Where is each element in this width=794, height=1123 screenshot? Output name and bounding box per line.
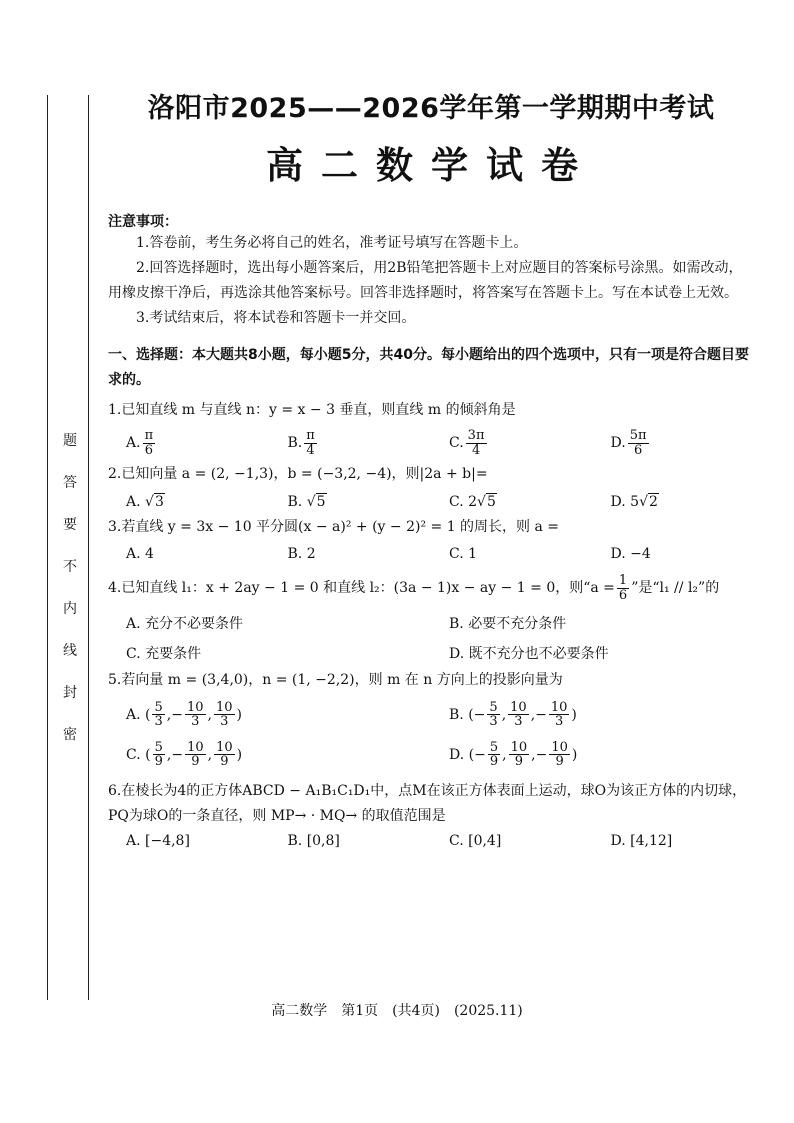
fraction: [214, 701, 235, 729]
option-label: D.: [449, 746, 465, 763]
option-label: C.: [449, 493, 464, 510]
fraction: [488, 741, 500, 769]
binding-char: 封: [63, 685, 77, 701]
notice-item: 2.回答选择题时，选出每小题答案后，用2B铅笔把答题卡上对应题目的答案标号涂黑。如需改动，用橡皮擦干净后，再选涂其他答案标号。回答非选择题时，将答案写在答题卡上。写在本试卷上无效。: [108, 260, 743, 301]
option-c: C. 2 √ 5: [449, 493, 496, 511]
binding-line-left: [47, 95, 48, 1000]
sign: −: [473, 706, 486, 723]
fraction: [487, 701, 499, 729]
option-d: D. [4,12]: [610, 833, 673, 850]
binding-char: 答: [63, 475, 77, 491]
option-b: B. √ 5: [287, 493, 326, 511]
option-label: B.: [449, 706, 464, 723]
question-stem: 5.若向量 m = (3,4,0)，n = (1, −2,2)，则 m 在 n 方向上的投影向量为: [108, 671, 563, 688]
option-c: C. 1: [449, 546, 478, 563]
numerator: π: [306, 428, 315, 443]
numerator: 3π: [467, 428, 485, 443]
option-label: C.: [126, 746, 141, 763]
fraction: [214, 741, 235, 769]
option-d: D. ( − $\frac{5}{9}$ , $\frac{10}{9}$ , − $\frac{10}{9}$ ): [449, 739, 578, 770]
question-1: [108, 399, 754, 421]
sign: −: [535, 746, 548, 763]
sign: −: [171, 706, 183, 723]
binding-char: 题: [63, 433, 77, 449]
denominator: 6: [144, 442, 153, 458]
question-stem-tail: ”是“l₁ // l₂”的: [631, 580, 720, 597]
option-label: D.: [610, 493, 626, 510]
question-stem: 3.若直线 y = 3x − 10 平分圆(x − a)² + (y − 2)² = 1 的周长，则 a =: [108, 519, 560, 536]
denominator: 3: [154, 714, 163, 730]
radicand: 2: [648, 494, 658, 511]
denominator: 9: [191, 754, 200, 770]
numerator: 5: [154, 699, 163, 715]
denominator: 9: [220, 754, 229, 770]
fraction: [152, 701, 164, 729]
numerator: 5: [489, 699, 498, 715]
notice-item: 1.答卷前，考生务必将自己的姓名，准考证号填写在答题卡上。: [136, 235, 528, 251]
numerator: 5: [489, 739, 499, 755]
notice-heading: 注意事项：: [108, 214, 178, 230]
fraction: [304, 429, 317, 457]
numerator: 10: [187, 739, 204, 755]
numerator: 1: [618, 573, 628, 589]
denominator: 3: [220, 714, 229, 730]
denominator: 6: [633, 442, 643, 458]
question-5-options-row2: [108, 741, 754, 769]
denominator: 4: [471, 442, 481, 458]
denominator: 9: [514, 754, 523, 770]
option-a: A. √ 3: [126, 493, 164, 511]
binding-char: 密: [63, 727, 77, 743]
numerator: 10: [186, 699, 204, 715]
option-a: A. ( $\frac{5}{3}$ , − $\frac{10}{3}$ , $\frac{10}{3}$ ): [126, 699, 242, 730]
question-4-options-row2: [108, 643, 754, 663]
option-a: [108, 429, 270, 457]
denominator: 3: [514, 714, 523, 730]
option-label: D.: [610, 435, 626, 452]
option-label: C.: [449, 435, 464, 452]
binding-char: 内: [63, 601, 77, 617]
numerator: 10: [510, 739, 528, 755]
binding-char: 线: [63, 643, 77, 659]
binding-warning: [58, 430, 82, 744]
fraction: [185, 701, 206, 729]
question-3-options: [108, 546, 754, 562]
numerator: 10: [215, 699, 233, 715]
sign: −: [474, 746, 486, 763]
fraction: [185, 741, 206, 769]
fraction: [143, 429, 156, 457]
denominator: 3: [489, 714, 498, 730]
sign: −: [171, 746, 184, 763]
option-label: B.: [287, 493, 303, 510]
exam-title: 洛阳市2025——2026学年第一学期期中考试: [147, 93, 715, 124]
option-d: D. 既不充分也不必要条件: [449, 645, 609, 662]
numerator: π: [144, 428, 154, 443]
denominator: 3: [555, 714, 564, 730]
page-footer: 高二数学 第1页 (共4页) (2025.11): [271, 1003, 523, 1019]
question-stem: 1.已知直线 m 与直线 n：y = x − 3 垂直，则直线 m 的倾斜角是: [108, 402, 516, 418]
coefficient: 2: [468, 493, 478, 510]
option-b: B. 2: [287, 546, 316, 563]
coefficient: 5: [630, 493, 640, 510]
numerator: 10: [550, 699, 568, 715]
option-d: D. −4: [610, 546, 651, 563]
sign: −: [535, 706, 547, 723]
binding-margin: [0, 0, 94, 1123]
option-label: A.: [126, 706, 141, 723]
denominator: 3: [191, 714, 200, 730]
exam-content: [108, 86, 754, 849]
option-c: C. [0,4]: [449, 833, 502, 850]
question-4-options-row1: [108, 613, 754, 633]
binding-char: 不: [63, 559, 77, 575]
option-label: B.: [287, 435, 303, 452]
option-c: [431, 429, 593, 457]
question-5: [108, 669, 754, 691]
numerator: 10: [510, 699, 527, 715]
binding-char: 要: [63, 517, 77, 533]
question-2-options: [108, 493, 754, 510]
option-d: [593, 429, 755, 457]
fraction: [628, 429, 649, 457]
option-label: A.: [126, 493, 141, 510]
exam-subtitle: 高二数学试卷: [266, 144, 596, 187]
denominator: 9: [154, 754, 163, 770]
question-stem: 2.已知向量 a = (2, −1,3)，b = (−3,2, −4)，则|2a + b|=: [108, 466, 488, 483]
fraction: [153, 741, 165, 769]
question-5-options-row1: [108, 701, 754, 729]
numerator: 5π: [629, 428, 647, 443]
numerator: 10: [216, 739, 233, 755]
option-c: C. 充要条件: [126, 645, 202, 662]
question-stem: 6.在棱长为4的正方体ABCD − A₁B₁C₁D₁中，点M在该正方体表面上运动，球O为该正方体的内切球，PQ为球O的一条直径，则 MP→ · MQ→ 的取值范围是: [108, 783, 747, 825]
option-b: B. ( − $\frac{5}{3}$ , $\frac{10}{3}$ , − $\frac{10}{3}$ ): [449, 699, 577, 730]
radicand: 5: [486, 494, 496, 511]
fraction: [549, 741, 570, 769]
fraction: [617, 574, 629, 602]
option-b: B. 必要不充分条件: [449, 615, 567, 632]
option-label: A.: [126, 435, 141, 452]
fraction: [509, 741, 530, 769]
question-6: [108, 779, 754, 829]
radicand: 5: [316, 494, 326, 511]
radicand: 3: [154, 494, 164, 511]
option-c: C. ( $\frac{5}{9}$ , − $\frac{10}{9}$ , $\frac{10}{9}$ ): [126, 739, 243, 770]
fraction: [466, 429, 487, 457]
section-heading: 一、选择题：本大题共8小题，每小题5分，共40分。每小题给出的四个选项中，只有一项是符合题目要求的。: [108, 347, 749, 388]
numerator: 10: [551, 739, 568, 755]
numerator: 5: [154, 739, 163, 755]
question-stem: 4.已知直线 l₁：x + 2ay − 1 = 0 和直线 l₂：(3a − 1)x − ay − 1 = 0，则“a =: [108, 580, 615, 597]
option-a: A. 4: [126, 546, 154, 563]
question-3: [108, 516, 754, 538]
question-6-options: [108, 833, 754, 849]
denominator: 9: [555, 754, 564, 770]
denominator: 6: [618, 587, 628, 603]
denominator: 9: [489, 754, 499, 770]
option-b: B. [0,8]: [287, 833, 340, 850]
denominator: 4: [306, 442, 315, 458]
option-d: D. 5 √ 2: [610, 493, 658, 511]
question-2: [108, 463, 754, 485]
fraction: [549, 701, 570, 729]
fraction: [508, 701, 529, 729]
binding-line-right: [88, 95, 89, 1000]
option-a: A. [−4,8]: [126, 833, 190, 850]
question-1-options: [108, 429, 754, 457]
option-b: [270, 429, 432, 457]
question-4: [108, 574, 754, 602]
option-a: A. 充分不必要条件: [126, 615, 244, 632]
notice-item: 3.考试结束后，将本试卷和答题卡一并交回。: [136, 310, 416, 326]
